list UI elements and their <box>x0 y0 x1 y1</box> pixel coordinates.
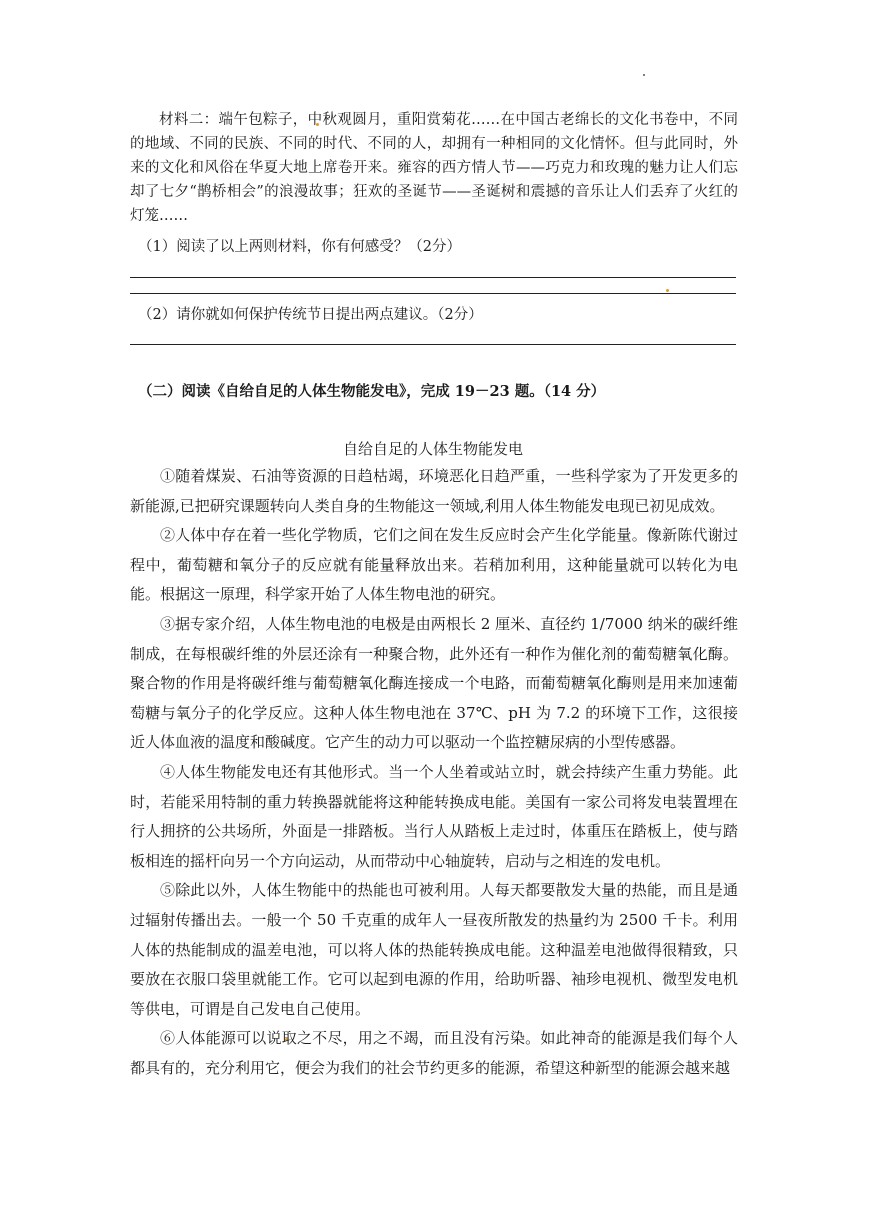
article-title: 自给自足的人体生物能发电 <box>342 440 523 458</box>
answer-line-3 <box>130 344 736 345</box>
article-paragraph-4: ④人体生物能发电还有其他形式。当一个人坐着或站立时，就会持续产生重力势能。此时，若能采用特制的重力转换器就能将这种能转换成电能。美国有一家公司将发电装置埋在行人拥挤的公共场所，外面是一排踏板。当行人从踏板上走过时，体重压在踏板上，使与踏板相连的摇杆向另一个方向运动，从而带动中心轴旋转，启动与之相连的发电机。 <box>130 762 738 870</box>
section-heading: （二）阅读《自给自足的人体生物能发电》，完成 19－23 题。（14 分） <box>138 383 606 400</box>
answer-line-2 <box>130 293 736 294</box>
question-2: （2）请你就如何保护传统节日提出两点建议。（2分） <box>138 307 483 323</box>
material-two-paragraph: 材料二：端午包粽子，中秋观圆月，重阳赏菊花……在中国古老绵长的文化书卷中，不同的地域、不同的民族、不同的时代、不同的人，却拥有一种相同的文化情怀。但与此同时，外来的文化和风俗在华夏大地上席卷开来。雍容的西方情人节——巧克力和玫瑰的魅力让人们忘却了七夕“鹊桥相会”的浪漫故事；狂欢的圣诞节——圣诞树和震撼的音乐让人们丢弃了火红的灯笼…… <box>130 112 738 224</box>
article-paragraph-6: ⑥人体能源可以说取之不尽，用之不竭，而且没有污染。如此神奇的能源是我们每个人都具有的，充分利用它，便会为我们的社会节约更多的能源，希望这种新型的能源会越来越 <box>130 1029 738 1077</box>
question-1: （1）阅读了以上两则材料，你有何感受？（2分） <box>138 239 461 255</box>
article-body <box>130 462 738 1083</box>
article-paragraph-5: ⑤除此以外，人体生物能中的热能也可被利用。人每天都要散发大量的热能，而且是通过辐射传播出去。一般一个 50 千克重的成年人一昼夜所散发的热量约为 2500 千卡。利用人体的热能制成的温差电池，可以将人体的热能转换成电能。这种温差电池做得很精致，只要放在衣服口袋里就能工作。它可以起到电源的作用，给助听器、袖珍电视机、微型发电机等供电，可谓是自己发电自己使用。 <box>130 881 738 1018</box>
article-paragraph-1: ①随着煤炭、石油等资源的日趋枯竭，环境恶化日趋严重，一些科学家为了开发更多的新能源,已把研究课题转向人类自身的生物能这一领域,利用人体生物能发电现已初见成效。 <box>130 467 738 515</box>
answer-line-1 <box>130 277 736 278</box>
article-paragraph-3: ③据专家介绍，人体生物电池的电极是由两根长 2 厘米、直径约 1/7000 纳米的碳纤维制成，在每根碳纤维的外层还涂有一种聚合物，此外还有一种作为催化剂的葡萄糖氧化酶。聚合物的作用是将碳纤维与葡萄糖氧化酶连接成一个电路，而葡萄糖氧化酶则是用来加速葡萄糖与氧分子的化学反应。这种人体生物电池在 37℃、pH 为 7.2 的环境下工作，这很接近人体血液的温度和酸碱度。它产生的动力可以驱动一个监控糖尿病的小型传感器。 <box>130 614 738 752</box>
speck-mark <box>643 74 645 76</box>
article-paragraph-2: ②人体中存在着一些化学物质，它们之间在发生反应时会产生化学能量。像新陈代谢过程中，葡萄糖和氧分子的反应就有能量释放出来。若稍加利用，这种能量就可以转化为电能。根据这一原理，科学家开始了人体生物电池的研究。 <box>130 526 738 604</box>
speck-mark <box>666 289 669 292</box>
